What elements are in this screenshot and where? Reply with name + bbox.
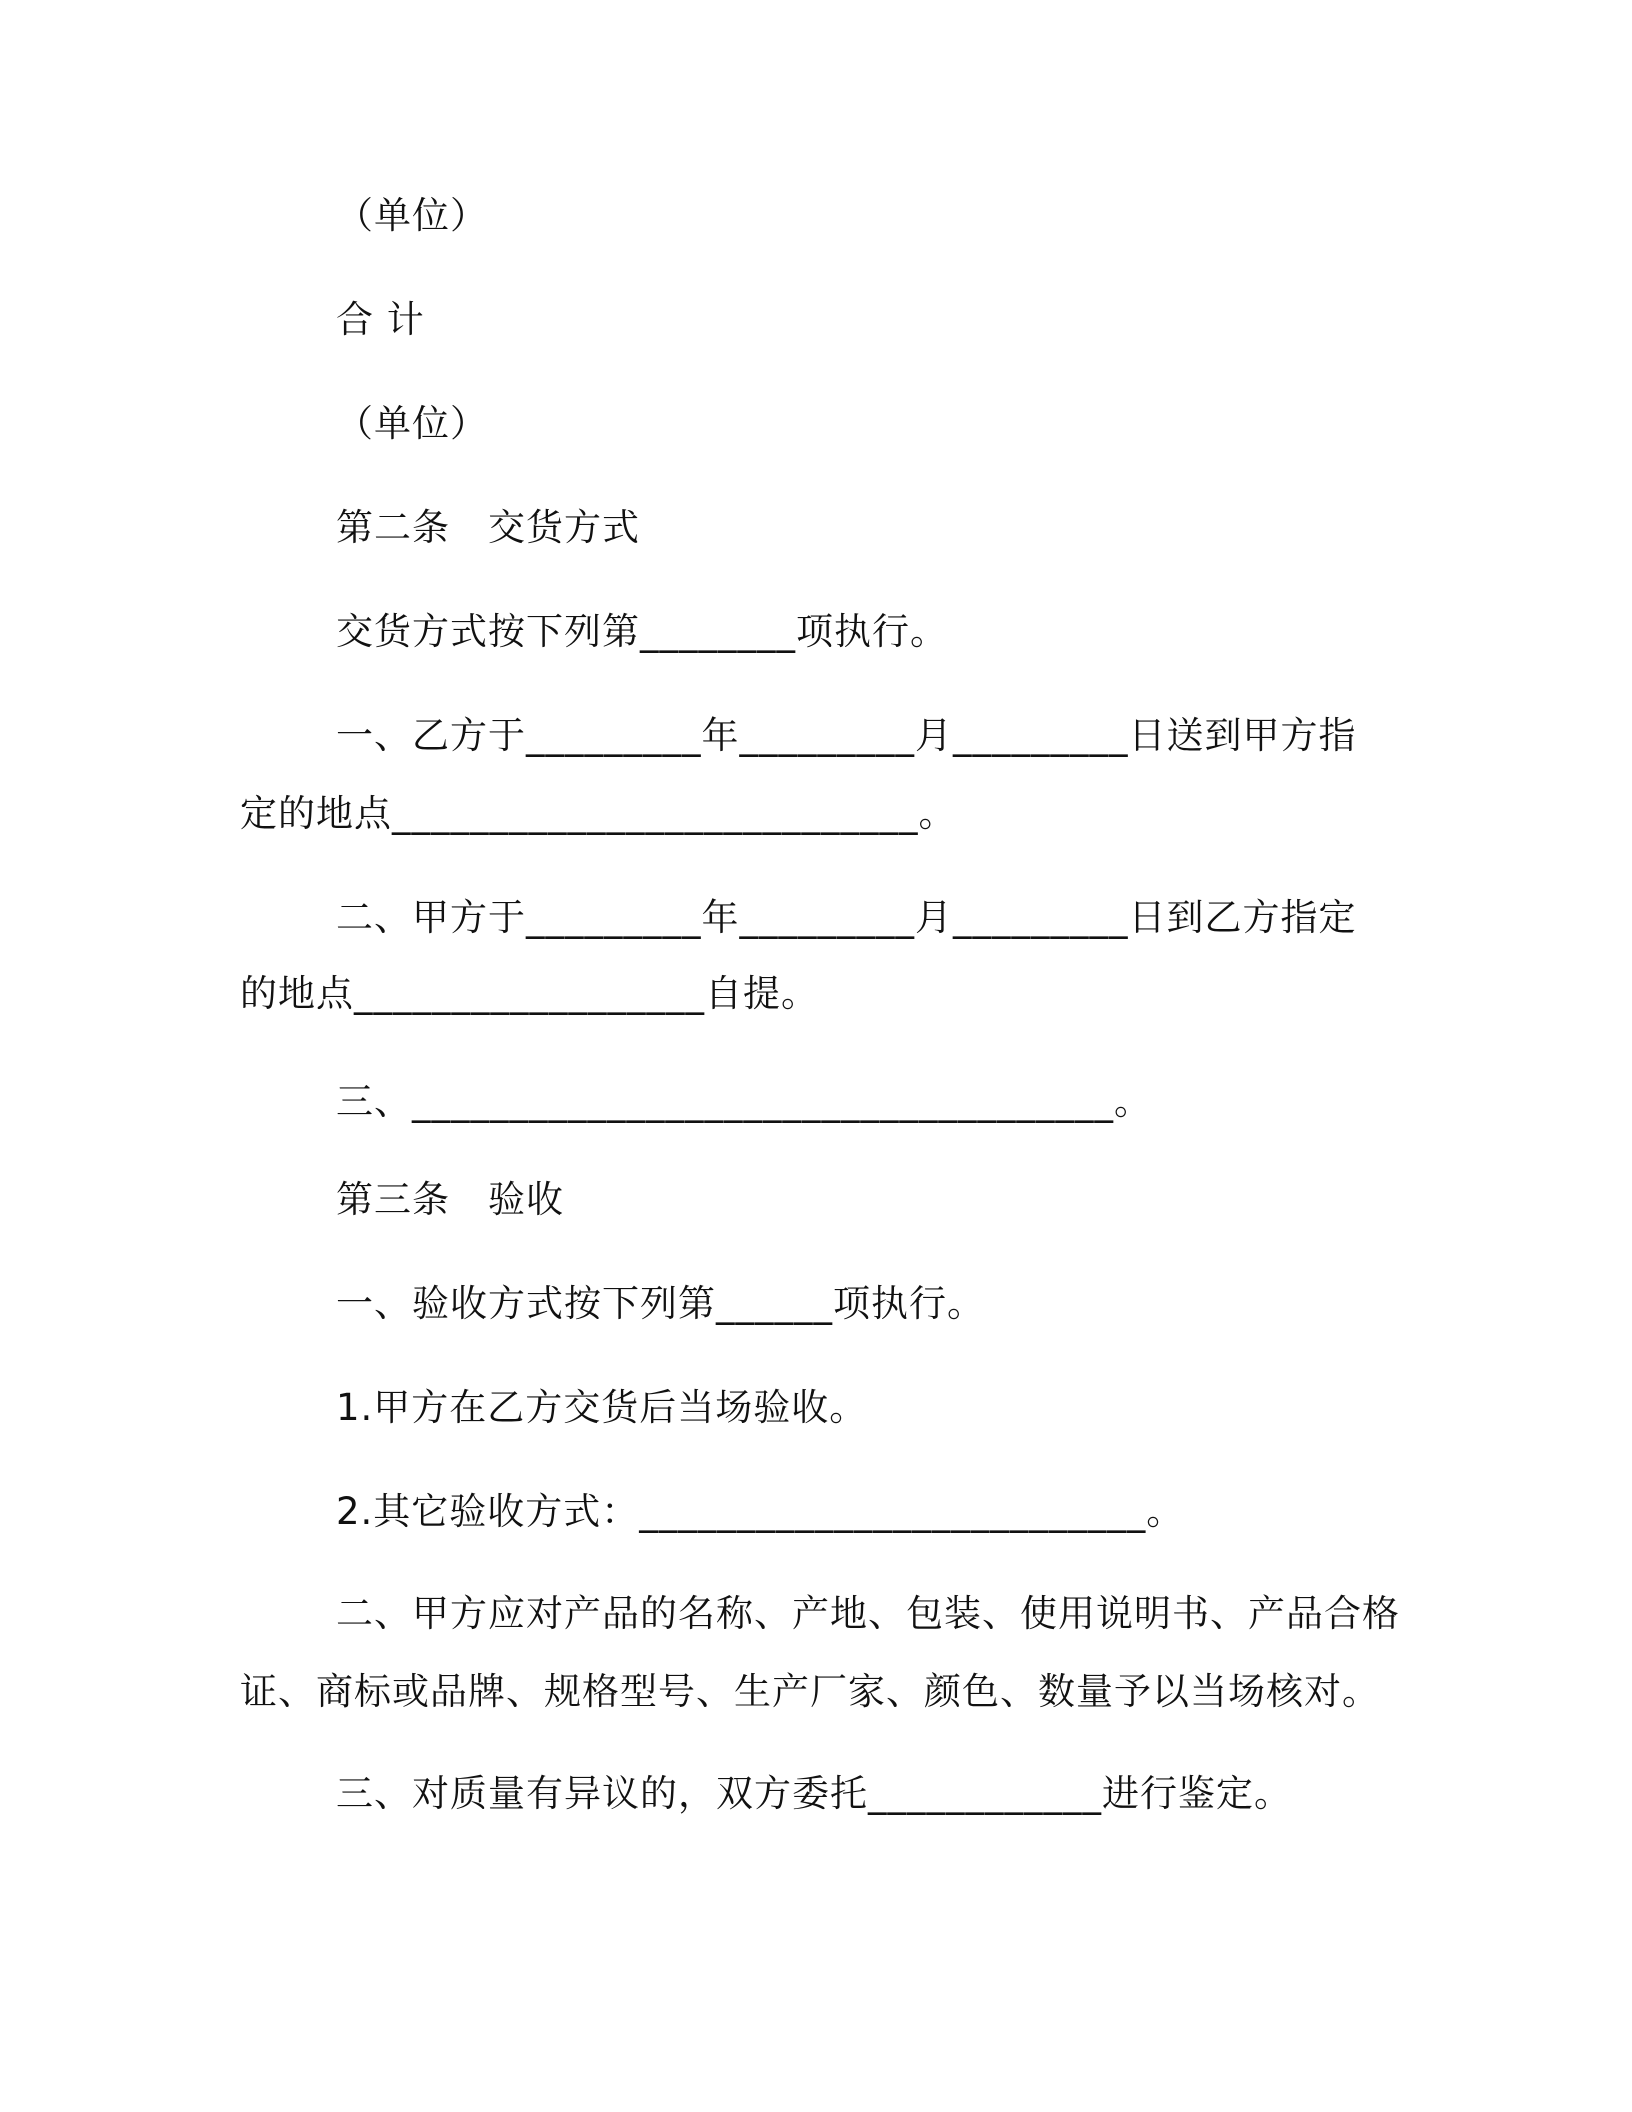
delivery-option-3: 三、____________________________________。: [336, 1080, 1152, 1123]
acceptance-option-2: 2.其它验收方式：__________________________。: [336, 1490, 1185, 1533]
total-label: 合 计: [336, 298, 425, 341]
inspection-clause-line-1: 二、甲方应对产品的名称、产地、包装、使用说明书、产品合格: [336, 1592, 1400, 1635]
delivery-option-1-line-2: 定的地点___________________________。: [240, 792, 957, 835]
delivery-option-2-line-2: 的地点__________________自提。: [240, 972, 819, 1015]
article-2-heading: 第二条 交货方式: [336, 506, 640, 549]
delivery-option-1-line-1: 一、乙方于_________年_________月_________日送到甲方指: [336, 714, 1357, 757]
inspection-clause-line-2: 证、商标或品牌、规格型号、生产厂家、颜色、数量予以当场核对。: [240, 1670, 1380, 1713]
delivery-method-text: 交货方式按下列第________项执行。: [336, 610, 948, 653]
delivery-option-2-line-1: 二、甲方于_________年_________月_________日到乙方指定: [336, 896, 1357, 939]
unit-label-2: （单位）: [336, 402, 488, 445]
acceptance-method-text: 一、验收方式按下列第______项执行。: [336, 1282, 985, 1325]
acceptance-option-1: 1.甲方在乙方交货后当场验收。: [336, 1386, 868, 1429]
unit-label-1: （单位）: [336, 194, 488, 237]
quality-dispute-clause: 三、对质量有异议的，双方委托____________进行鉴定。: [336, 1772, 1292, 1815]
article-3-heading: 第三条 验收: [336, 1178, 564, 1221]
